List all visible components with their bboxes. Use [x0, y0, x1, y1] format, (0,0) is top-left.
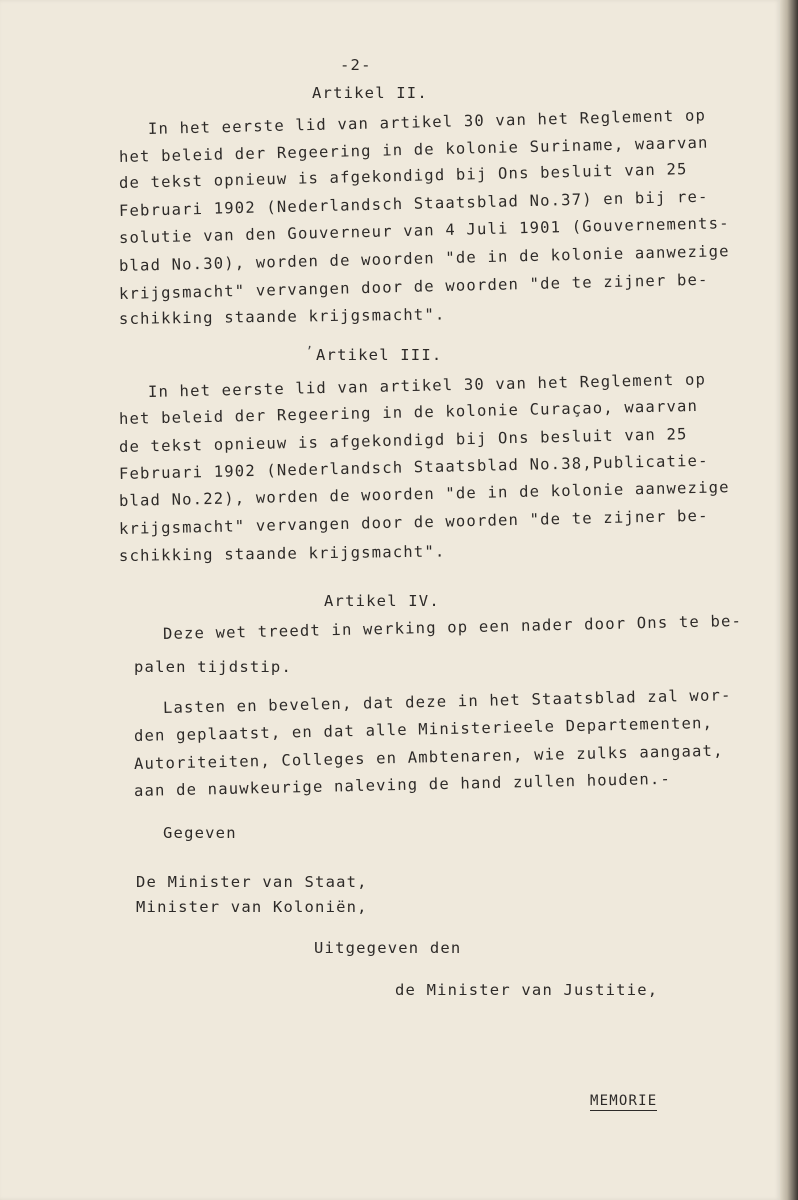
article-4-line: palen tijdstip.: [134, 658, 292, 676]
article-2-heading: Artikel II.: [312, 84, 428, 102]
article-3-line: blad No.22), worden de woorden "de in de kolonie aanwezige: [118, 478, 730, 510]
article-2-line: blad No.30), worden de woorden "de in de kolonie aanwezige: [118, 242, 730, 275]
article-3-line: Februari 1902 (Nederlandsch Staatsblad No.38,Publicatie-: [118, 451, 709, 483]
catchword: MEMORIE: [590, 1093, 658, 1109]
page-number: -2-: [340, 56, 372, 74]
given-text: Gegeven: [163, 824, 237, 842]
article-2-line: Februari 1902 (Nederlandsch Staatsblad No.37) en bij re-: [118, 187, 709, 220]
minister-colonies-line: Minister van Koloniën,: [136, 898, 368, 916]
closing-line: Lasten en bevelen, dat deze in het Staatsblad zal wor-: [162, 686, 732, 717]
article-3-line: In het eerste lid van artikel 30 van het Reglement op: [147, 370, 707, 401]
page-edge: [780, 0, 798, 1200]
article-2-line: het beleid der Regeering in de kolonie Suriname, waarvan: [118, 133, 709, 166]
article-2-line: solutie van den Gouverneur van 4 Juli 1901 (Gouvernements-: [118, 214, 730, 247]
closing-line: aan de nauwkeurige naleving de hand zullen houden.-: [133, 769, 672, 800]
minister-colonies-line: De Minister van Staat,: [136, 873, 368, 891]
article-2-line: schikking staande krijgsmacht".: [118, 305, 446, 328]
article-2-line: de tekst opnieuw is afgekondigd bij Ons besluit van 25: [118, 160, 688, 192]
article-3-line: schikking staande krijgsmacht".: [118, 542, 446, 565]
article-2-line: In het eerste lid van artikel 30 van het Reglement op: [147, 106, 707, 138]
closing-line: Autoriteiten, Colleges en Ambtenaren, wie zulks aangaat,: [133, 741, 724, 773]
minister-justice-text: de Minister van Justitie,: [395, 981, 659, 999]
issued-text: Uitgegeven den: [314, 939, 462, 957]
article-2-line: krijgsmacht" vervangen door de woorden "de te zijner be-: [118, 270, 709, 303]
article-3-line: het beleid der Regeering in de kolonie Curaçao, waarvan: [118, 396, 699, 428]
stray-mark: ,: [306, 337, 314, 351]
article-4-line: Deze wet treedt in werking op een nader door Ons te be-: [162, 611, 743, 643]
article-4-heading: Artikel IV.: [324, 592, 440, 610]
article-3-heading: Artikel III.: [316, 346, 443, 364]
article-3-line: de tekst opnieuw is afgekondigd bij Ons besluit van 25: [118, 425, 688, 456]
article-3-line: krijgsmacht" vervangen door de woorden "de te zijner be-: [118, 506, 709, 538]
closing-line: den geplaatst, en dat alle Ministerieele Departementen,: [133, 713, 714, 745]
